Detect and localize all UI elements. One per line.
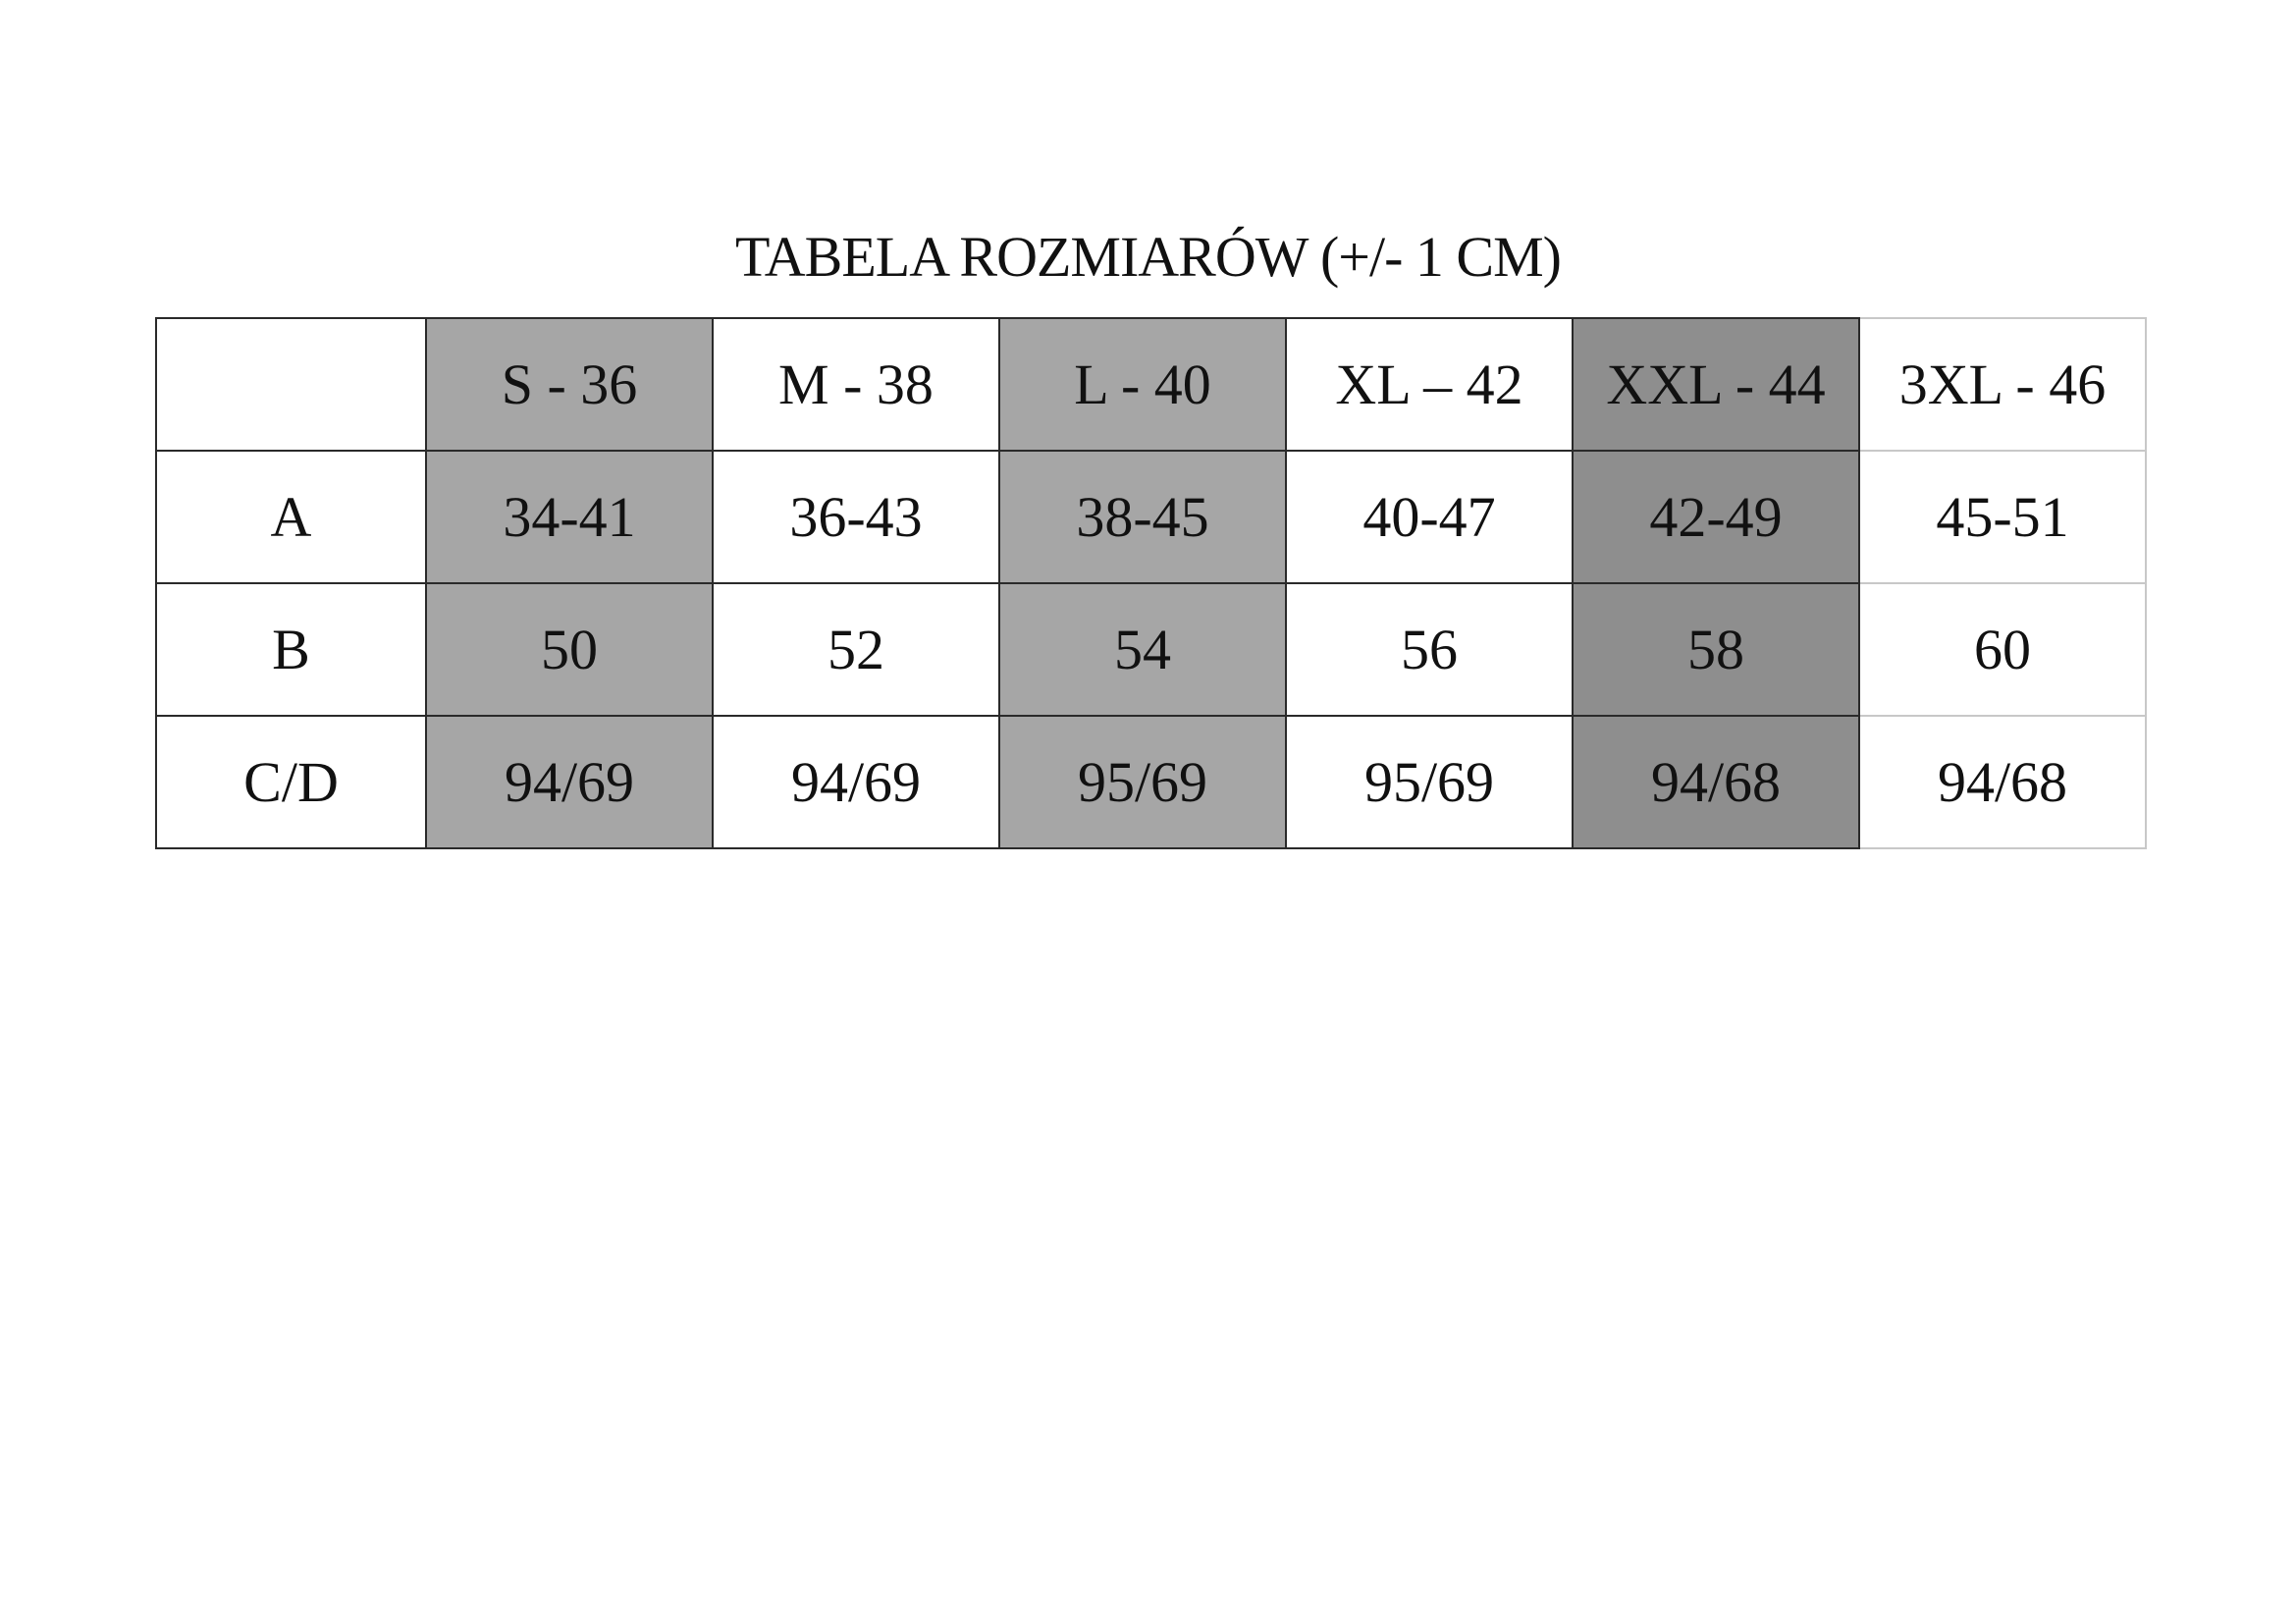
table-row-cd bbox=[156, 716, 2146, 848]
table-cell: 94/68 bbox=[1859, 716, 2146, 848]
page-title: TABELA ROZMIARÓW (+/- 1 CM) bbox=[735, 225, 1561, 289]
table-cell: 54 bbox=[999, 583, 1286, 716]
row-label-a: A bbox=[156, 451, 426, 583]
table-cell: 45-51 bbox=[1859, 451, 2146, 583]
header-cell-m: M - 38 bbox=[713, 318, 999, 451]
header-cell-l: L - 40 bbox=[999, 318, 1286, 451]
header-cell-s: S - 36 bbox=[426, 318, 713, 451]
row-label-cd: C/D bbox=[156, 716, 426, 848]
table-cell: 60 bbox=[1859, 583, 2146, 716]
table-cell: 40-47 bbox=[1286, 451, 1573, 583]
header-cell-3xl: 3XL - 46 bbox=[1859, 318, 2146, 451]
table-cell: 94/69 bbox=[713, 716, 999, 848]
table-cell: 95/69 bbox=[999, 716, 1286, 848]
table-cell: 42-49 bbox=[1573, 451, 1859, 583]
table-cell: 52 bbox=[713, 583, 999, 716]
header-cell-xxl: XXL - 44 bbox=[1573, 318, 1859, 451]
table-row-b bbox=[156, 583, 2146, 716]
row-label-b: B bbox=[156, 583, 426, 716]
table-cell: 94/68 bbox=[1573, 716, 1859, 848]
table-cell: 95/69 bbox=[1286, 716, 1573, 848]
table-cell: 50 bbox=[426, 583, 713, 716]
size-table bbox=[155, 317, 2147, 849]
table-row-a bbox=[156, 451, 2146, 583]
table-cell: 56 bbox=[1286, 583, 1573, 716]
table-cell: 58 bbox=[1573, 583, 1859, 716]
header-row bbox=[156, 318, 2146, 451]
header-cell-xl: XL – 42 bbox=[1286, 318, 1573, 451]
table-corner-cell bbox=[156, 318, 426, 451]
table-cell: 94/69 bbox=[426, 716, 713, 848]
table-cell: 36-43 bbox=[713, 451, 999, 583]
table-cell: 38-45 bbox=[999, 451, 1286, 583]
table-cell: 34-41 bbox=[426, 451, 713, 583]
